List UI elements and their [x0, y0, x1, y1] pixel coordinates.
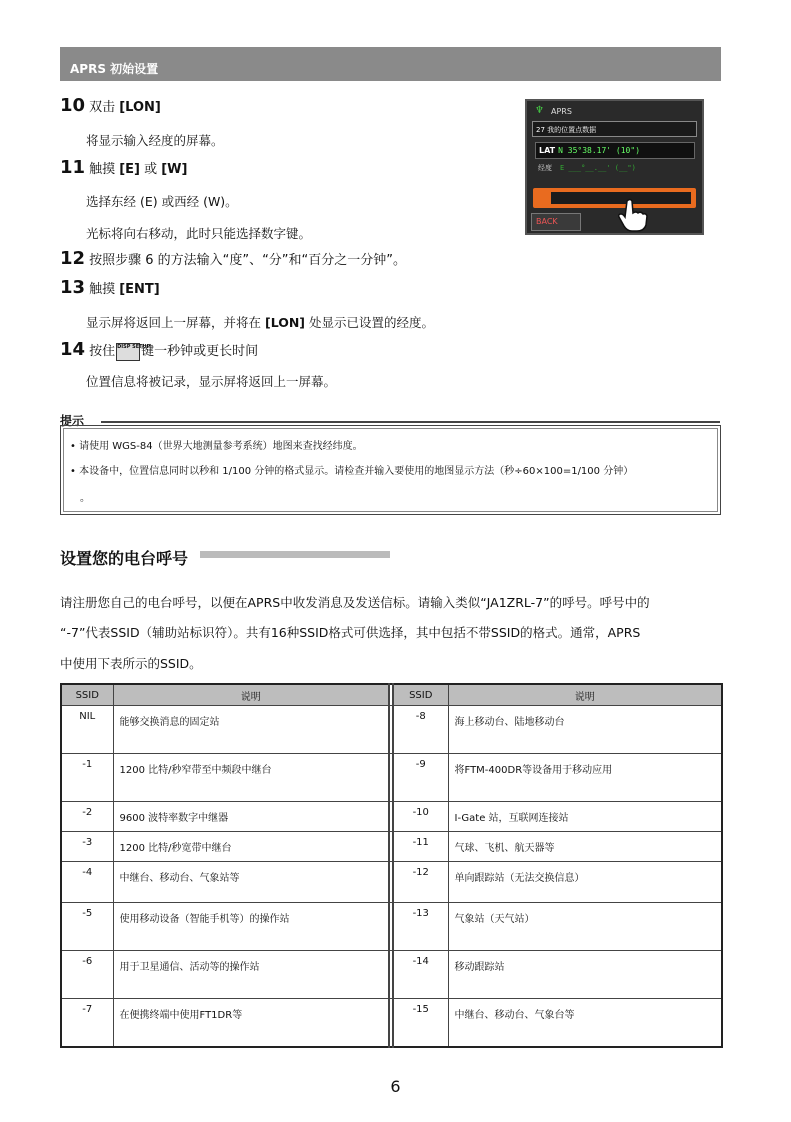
lat-label: LAT	[539, 146, 556, 155]
device-title: APRS	[551, 107, 572, 116]
step-number: 11	[60, 157, 86, 178]
ssid-code: -15	[393, 999, 448, 1048]
ssid-description: 单向跟踪站（无法交换信息）	[448, 862, 722, 903]
step-number: 13	[60, 277, 86, 298]
ssid-description: 中继台、移动台、气象台等	[448, 999, 722, 1048]
step-11-body-b: 光标将向右移动，此时只能选择数字键。	[86, 226, 312, 241]
lon-label: 经度	[538, 164, 552, 172]
aprs-antenna-icon: ♆	[535, 105, 544, 116]
lon-value: E ___°__.__' (__")	[560, 164, 636, 172]
step-number: 14	[60, 339, 86, 360]
step-11-body-a: 选择东经 (E) 或西经 (W)。	[86, 194, 238, 209]
disp-setup-key-label: DISP SETUP	[117, 343, 151, 350]
ssid-description: 能够交换消息的固定站	[113, 706, 389, 754]
ssid-code: -3	[61, 832, 113, 862]
step-text: 触摸	[89, 162, 120, 177]
step-11	[60, 157, 187, 178]
lat-value: N 35°38.17' (10")	[558, 146, 641, 155]
ssid-code: -11	[393, 832, 448, 862]
step-text: 双击	[89, 100, 120, 115]
section-header	[60, 47, 721, 81]
ssid-code: -12	[393, 862, 448, 903]
table-header: SSID	[393, 684, 448, 706]
table-row	[61, 802, 722, 832]
step-12	[60, 248, 406, 269]
device-menu-label: 27 我的位置点数据	[536, 126, 597, 134]
device-back-button[interactable]	[531, 213, 581, 231]
step-10	[60, 95, 161, 116]
ssid-description: 1200 比特/秒宽带中继台	[113, 832, 389, 862]
ssid-description: 用于卫星通信、活动等的操作站	[113, 951, 389, 999]
ssid-description: 气象站（天气站）	[448, 903, 722, 951]
step-body-text: 显示屏将返回上一屏幕，并将在	[86, 315, 265, 330]
step-10-body: 将显示输入经度的屏幕。	[86, 133, 224, 148]
step-key: [LON]	[119, 100, 161, 115]
table-row	[61, 999, 722, 1048]
step-text: 键一秒钟或更长时间	[141, 344, 259, 359]
step-13-body	[86, 313, 434, 331]
ssid-code: -14	[393, 951, 448, 999]
ssid-code: -9	[393, 754, 448, 802]
step-text: 触摸	[89, 282, 120, 297]
tip-item: 。	[80, 493, 90, 504]
callsign-paragraph-line: 请注册您自己的电台呼号，以便在APRS中收发消息及发送信标。请输入类似“JA1ZRL-7”的呼号。呼号中的	[60, 595, 650, 610]
ssid-code: -4	[61, 862, 113, 903]
step-14-body: 位置信息将被记录，显示屏将返回上一屏幕。	[86, 374, 337, 389]
tip-divider	[101, 421, 720, 423]
ssid-description: 在便携终端中使用FT1DR等	[113, 999, 389, 1048]
step-text: 按照步骤 6 的方法输入“度”、“分”和“百分之一分钟”。	[89, 253, 407, 268]
step-14	[60, 339, 258, 361]
step-key: [W]	[161, 162, 188, 177]
back-label: BACK	[536, 217, 558, 226]
disp-setup-key-icon	[116, 343, 151, 361]
ssid-description: 中继台、移动台、气象站等	[113, 862, 389, 903]
ssid-description: 1200 比特/秒窄带至中频段中继台	[113, 754, 389, 802]
ssid-description: 海上移动台、陆地移动台	[448, 706, 722, 754]
subsection-bar	[200, 551, 390, 558]
ssid-code: -2	[61, 802, 113, 832]
table-row	[61, 706, 722, 754]
step-key: [E]	[119, 162, 140, 177]
ssid-description: I-Gate 站，互联网连接站	[448, 802, 722, 832]
table-header: SSID	[61, 684, 113, 706]
table-row	[61, 903, 722, 951]
ssid-description: 移动跟踪站	[448, 951, 722, 999]
step-number: 12	[60, 248, 86, 269]
tip-item: • 请使用 WGS-84（世界大地测量参考系统）地图来查找经纬度。	[70, 441, 363, 452]
subsection-title: 设置您的电台呼号	[60, 549, 189, 568]
table-row	[61, 754, 722, 802]
ssid-description: 气球、飞机、航天器等	[448, 832, 722, 862]
tip-item: • 本设备中，位置信息同时以秒和 1/100 分钟的格式显示。请检查并输入要使用的地图显示方法（秒÷60×100=1/100 分钟）	[70, 466, 634, 477]
ssid-code: NIL	[61, 706, 113, 754]
table-row	[61, 862, 722, 903]
device-lon-field[interactable]	[535, 161, 695, 176]
device-lat-field[interactable]	[535, 142, 695, 159]
ssid-code: -7	[61, 999, 113, 1048]
step-key: [ENT]	[119, 282, 160, 297]
ssid-description: 将FTM-400DR等设备用于移动应用	[448, 754, 722, 802]
callsign-paragraph-line: “-7”代表SSID（辅助站标识符）。共有16种SSID格式可供选择，其中包括不带SSID的格式。通常，APRS	[60, 625, 641, 640]
ssid-code: -1	[61, 754, 113, 802]
ssid-description: 使用移动设备（智能手机等）的操作站	[113, 903, 389, 951]
table-header: 说明	[448, 684, 722, 706]
device-screen	[525, 99, 704, 235]
step-body-key: [LON]	[264, 315, 306, 330]
device-menu-row	[532, 121, 697, 137]
table-row	[61, 832, 722, 862]
hand-pointer-icon	[615, 197, 651, 233]
step-text: 按住	[89, 344, 116, 359]
ssid-code: -8	[393, 706, 448, 754]
page-number: 6	[390, 1077, 401, 1096]
callsign-paragraph-line: 中使用下表所示的SSID。	[60, 656, 202, 671]
step-13	[60, 277, 160, 298]
table-header: 说明	[113, 684, 389, 706]
ssid-table	[60, 683, 723, 1048]
step-number: 10	[60, 95, 86, 116]
ssid-code: -5	[61, 903, 113, 951]
step-body-text: 处显示已设置的经度。	[305, 315, 435, 330]
ssid-code: -6	[61, 951, 113, 999]
step-text: 或	[139, 162, 162, 177]
ssid-code: -13	[393, 903, 448, 951]
ssid-code: -10	[393, 802, 448, 832]
tip-title: 提示	[60, 414, 85, 428]
table-header-row	[61, 684, 722, 706]
table-row	[61, 951, 722, 999]
ssid-description: 9600 波特率数字中继器	[113, 802, 389, 832]
section-header-title: APRS 初始设置	[70, 62, 159, 76]
